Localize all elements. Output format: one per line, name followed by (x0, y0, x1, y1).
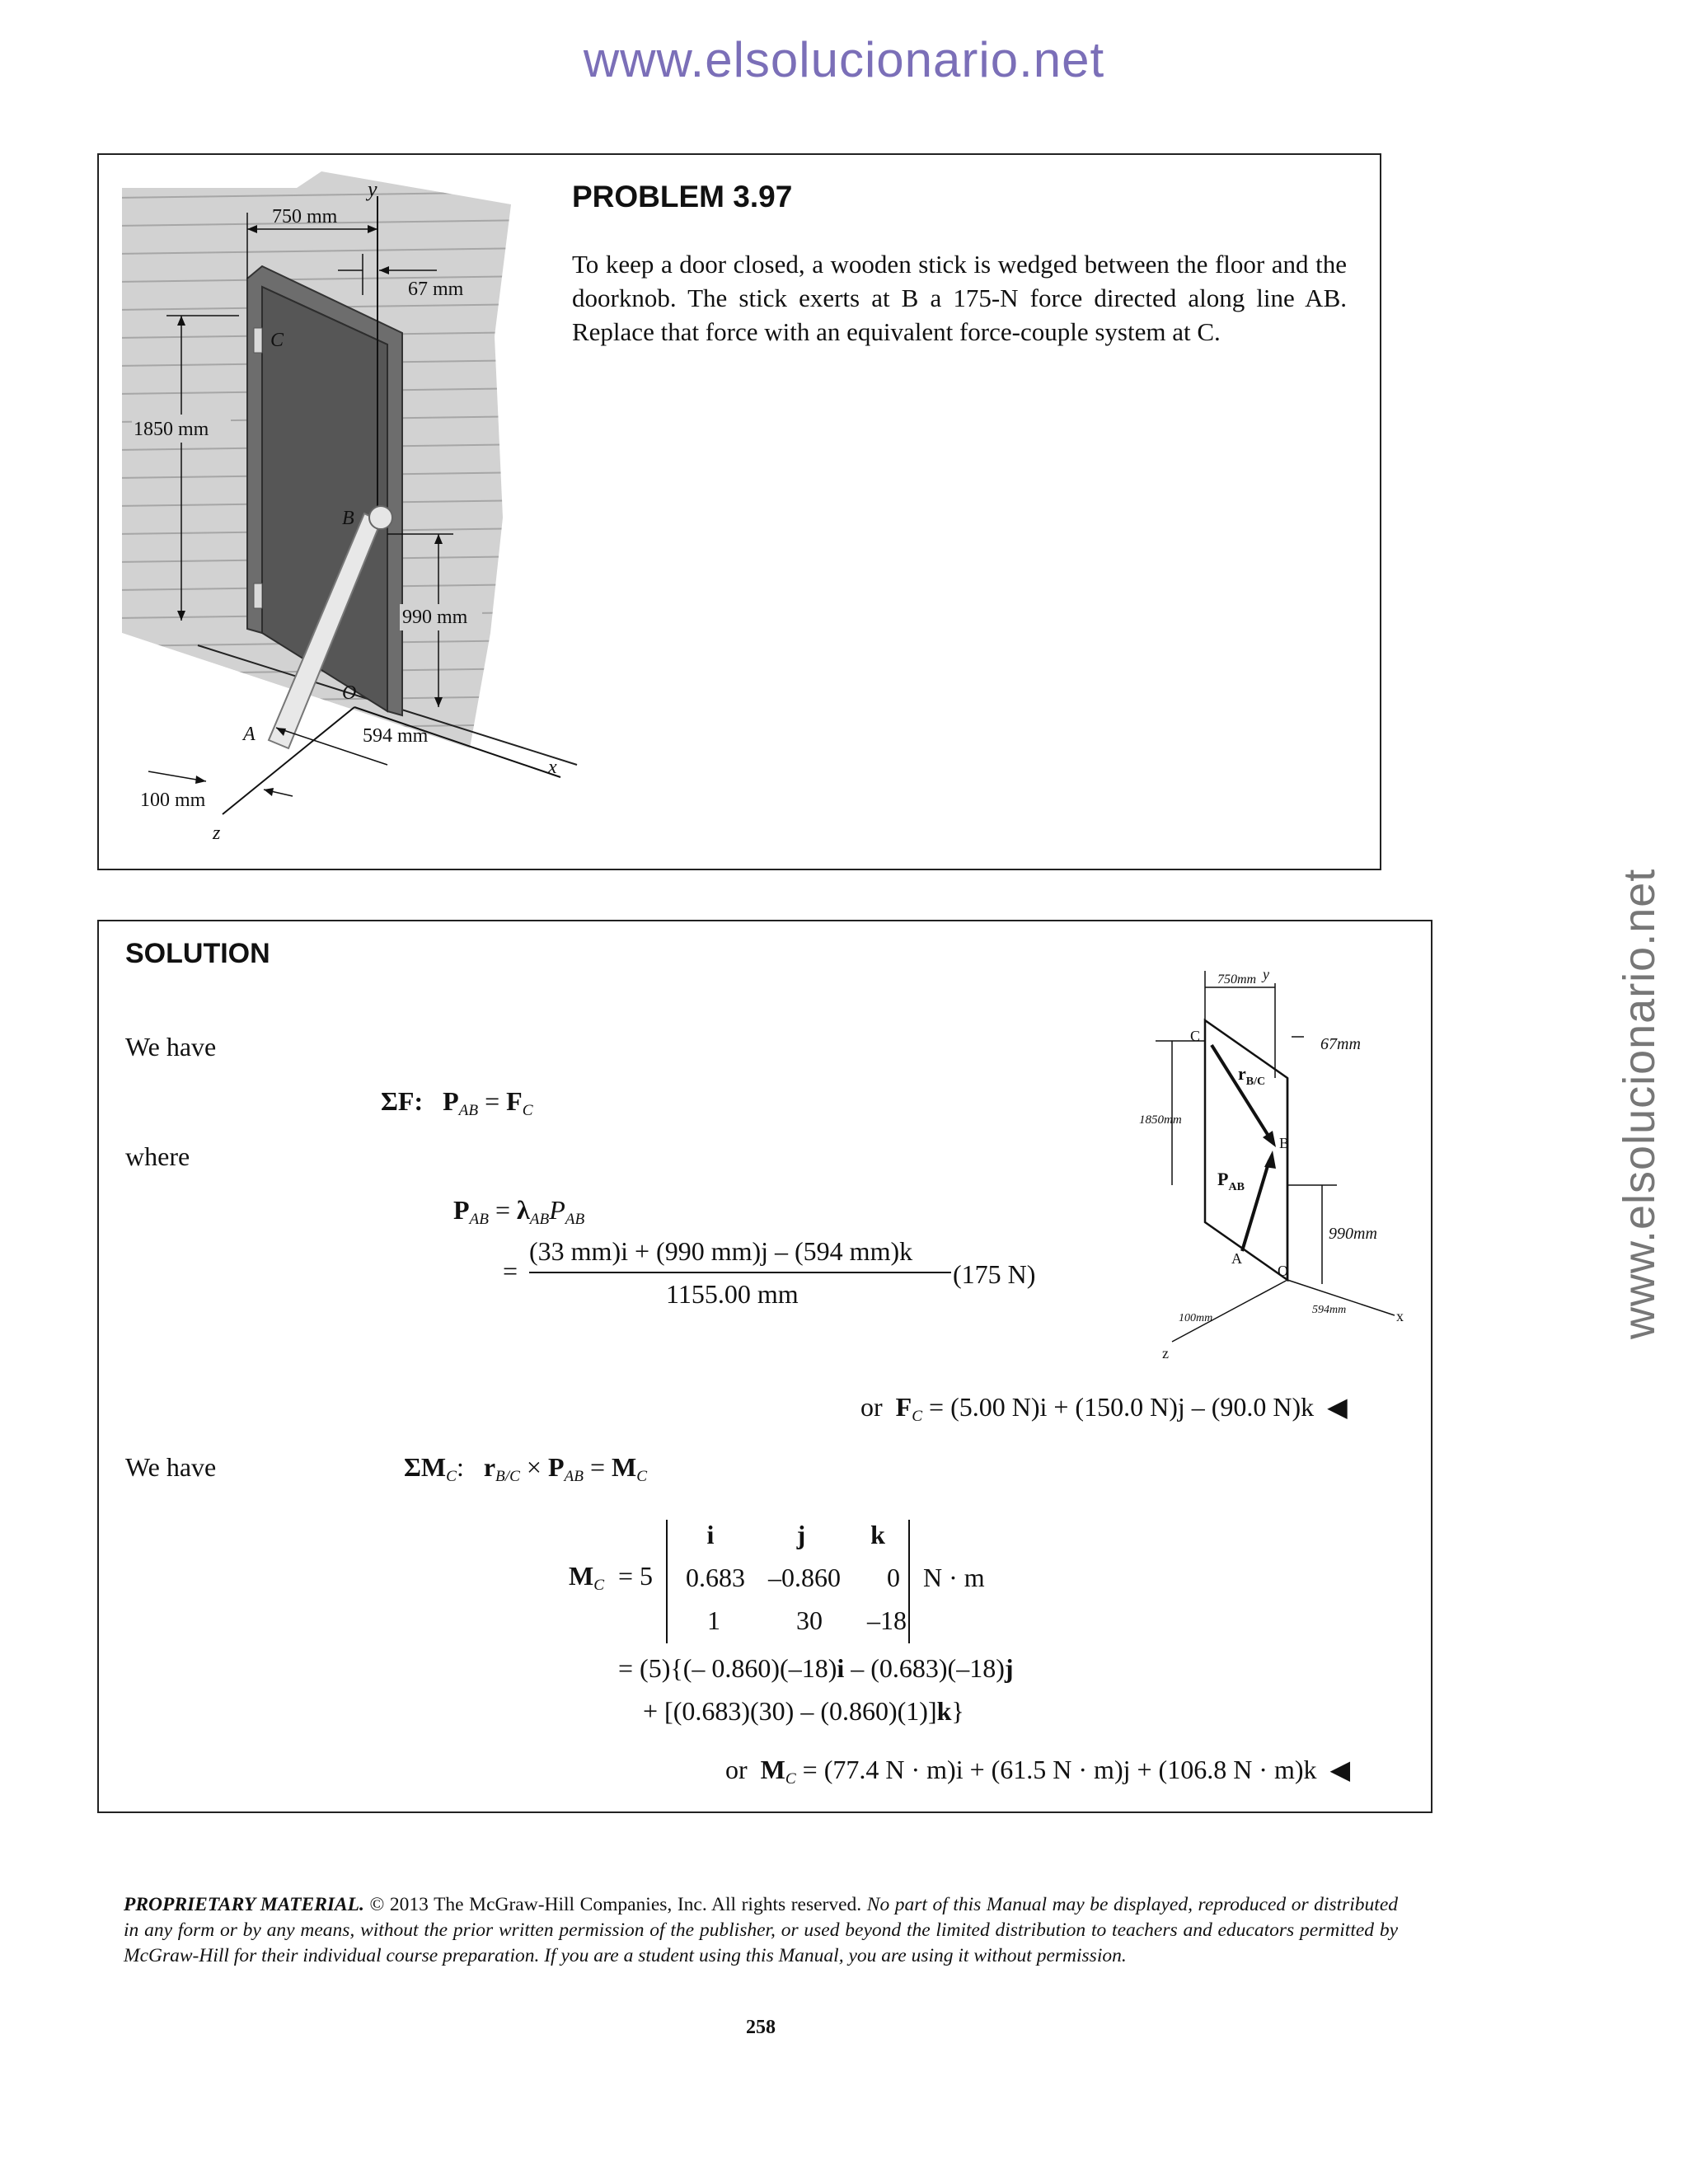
hinge-bottom (254, 583, 262, 608)
where-label: where (125, 1141, 190, 1171)
sum-force-label: ΣF: (381, 1086, 424, 1116)
sketch-dim-67: 67mm (1320, 1035, 1361, 1053)
fraction-bar (529, 1272, 951, 1273)
sketch-dim-594: 594mm (1312, 1304, 1347, 1316)
fc-result: or $F_C = (5.00$ N)i + (150.0 N)j – (90.0 N)k ◀ (860, 1392, 1348, 1425)
sketch-dim-1850: 1850mm (1139, 1113, 1182, 1127)
footer-lead: PROPRIETARY MATERIAL. (124, 1894, 364, 1915)
sketch-label-B: B (1279, 1135, 1290, 1151)
det-r1-c1: 0.683 (686, 1563, 745, 1592)
problem-box (97, 153, 1381, 870)
solution-title: SOLUTION (125, 938, 270, 969)
sketch-p-label: $P_{AB}$ (1217, 1169, 1245, 1193)
dim-1850-label: 1850 mm (134, 419, 209, 440)
solution-sketch (1139, 954, 1419, 1366)
det-prefix: = 5 (618, 1561, 654, 1591)
label-A: A (243, 724, 256, 745)
label-B: B (342, 508, 354, 529)
footer-notice (124, 1892, 1398, 1969)
expansion-line-1: = (5){(– 0.860)(–18)i – (0.683)(–18)j (618, 1653, 1014, 1683)
doorknob (369, 506, 392, 529)
sketch-label-A: A (1231, 1250, 1242, 1267)
det-lhs: $M_C$ (569, 1561, 605, 1594)
label-x: x (548, 757, 557, 778)
footer-body: No part of this Manual may be displayed, reproduced or distributed in any form or by any means, without the prior written permission of the publisher, or used beyond the limited distribution to teachers and educators permitted by McGraw-Hill for their individual course preparation. If you are a student using this Manual, you are using it without permission. (124, 1894, 1399, 1966)
dim-67-label: 67 mm (408, 279, 464, 300)
fc-end-marker: ◀ (1327, 1392, 1348, 1422)
watermark-top[interactable]: www.elsolucionario.net (583, 32, 1105, 87)
pab-numerator: (33 mm)i + (990 mm)j – (594 mm)k (529, 1236, 913, 1266)
det-r2-c1: 1 (707, 1605, 720, 1635)
label-C: C (270, 330, 284, 351)
sketch-label-x: x (1396, 1308, 1404, 1324)
dim-750-label: 750 mm (272, 206, 338, 227)
sketch-r-label: $r_{B/C}$ (1238, 1063, 1266, 1088)
det-header-i: i (706, 1520, 715, 1549)
sketch-label-y: y (1263, 966, 1269, 982)
force-magnitude: (175 N) (953, 1259, 1036, 1289)
page-number: 258 (746, 2017, 776, 2038)
solution-box (97, 920, 1432, 1813)
expansion-line-2: + [(0.683)(30) – (0.860)(1)]k} (643, 1696, 964, 1726)
det-right-bar (908, 1520, 910, 1643)
mc-end-marker: ◀ (1329, 1755, 1351, 1784)
sum-moment-equation: $\Sigma M_C$: $r_{B/C} \times P_{AB} = M_C$ (404, 1452, 647, 1485)
dim-990-label: 990 mm (402, 607, 468, 628)
pab-fraction-equals: = (503, 1256, 518, 1286)
sketch-label-C: C (1190, 1028, 1201, 1044)
pab-definition: $P_{AB} = \lambda_{AB}P_{AB}$ (453, 1195, 585, 1228)
label-z: z (213, 823, 221, 844)
label-y: y (368, 177, 377, 201)
we-have-label-1: We have (125, 1032, 217, 1062)
det-r2-c2: 30 (796, 1605, 823, 1635)
sketch-label-O: O (1278, 1263, 1288, 1279)
sketch-dim-990: 990mm (1329, 1225, 1377, 1243)
mc-result: or $M_C = (77.4$ N · m)i + (61.5 N · m)j + (106.8 N · m)k ◀ (725, 1755, 1351, 1788)
det-header-k: k (870, 1520, 885, 1549)
det-r1-c2: –0.860 (768, 1563, 841, 1592)
sketch-dim-100: 100mm (1179, 1312, 1213, 1324)
pab-denominator: 1155.00 mm (666, 1279, 799, 1309)
watermark-side: www.elsolucionario.net (1615, 868, 1664, 1339)
we-have-label-2: We have (125, 1452, 217, 1482)
det-left-bar (666, 1520, 668, 1643)
det-unit: N · m (923, 1563, 985, 1592)
problem-statement: To keep a door closed, a wooden stick is wedged between the floor and the doorknob. The stick exerts at B a 175-N force directed along line AB. Replace that force with an equivalent force-couple system at C. (572, 250, 1347, 346)
det-r2-c3: –18 (867, 1605, 907, 1635)
dim-594-label: 594 mm (363, 725, 429, 747)
sketch-dim-750: 750mm (1217, 972, 1257, 987)
hinge-top (254, 328, 262, 353)
det-r1-c3: 0 (887, 1563, 900, 1592)
dim-100-label: 100 mm (140, 790, 206, 811)
problem-figure (115, 171, 593, 847)
label-O: O (342, 682, 357, 704)
det-header-j: j (796, 1520, 806, 1549)
sum-force-equation: ΣF: $P_{AB} = F_C$ (381, 1086, 533, 1119)
footer-copyright: © 2013 The McGraw-Hill Companies, Inc. All rights reserved. (369, 1894, 862, 1915)
sketch-label-z: z (1162, 1345, 1169, 1361)
problem-title: PROBLEM 3.97 (572, 180, 793, 213)
